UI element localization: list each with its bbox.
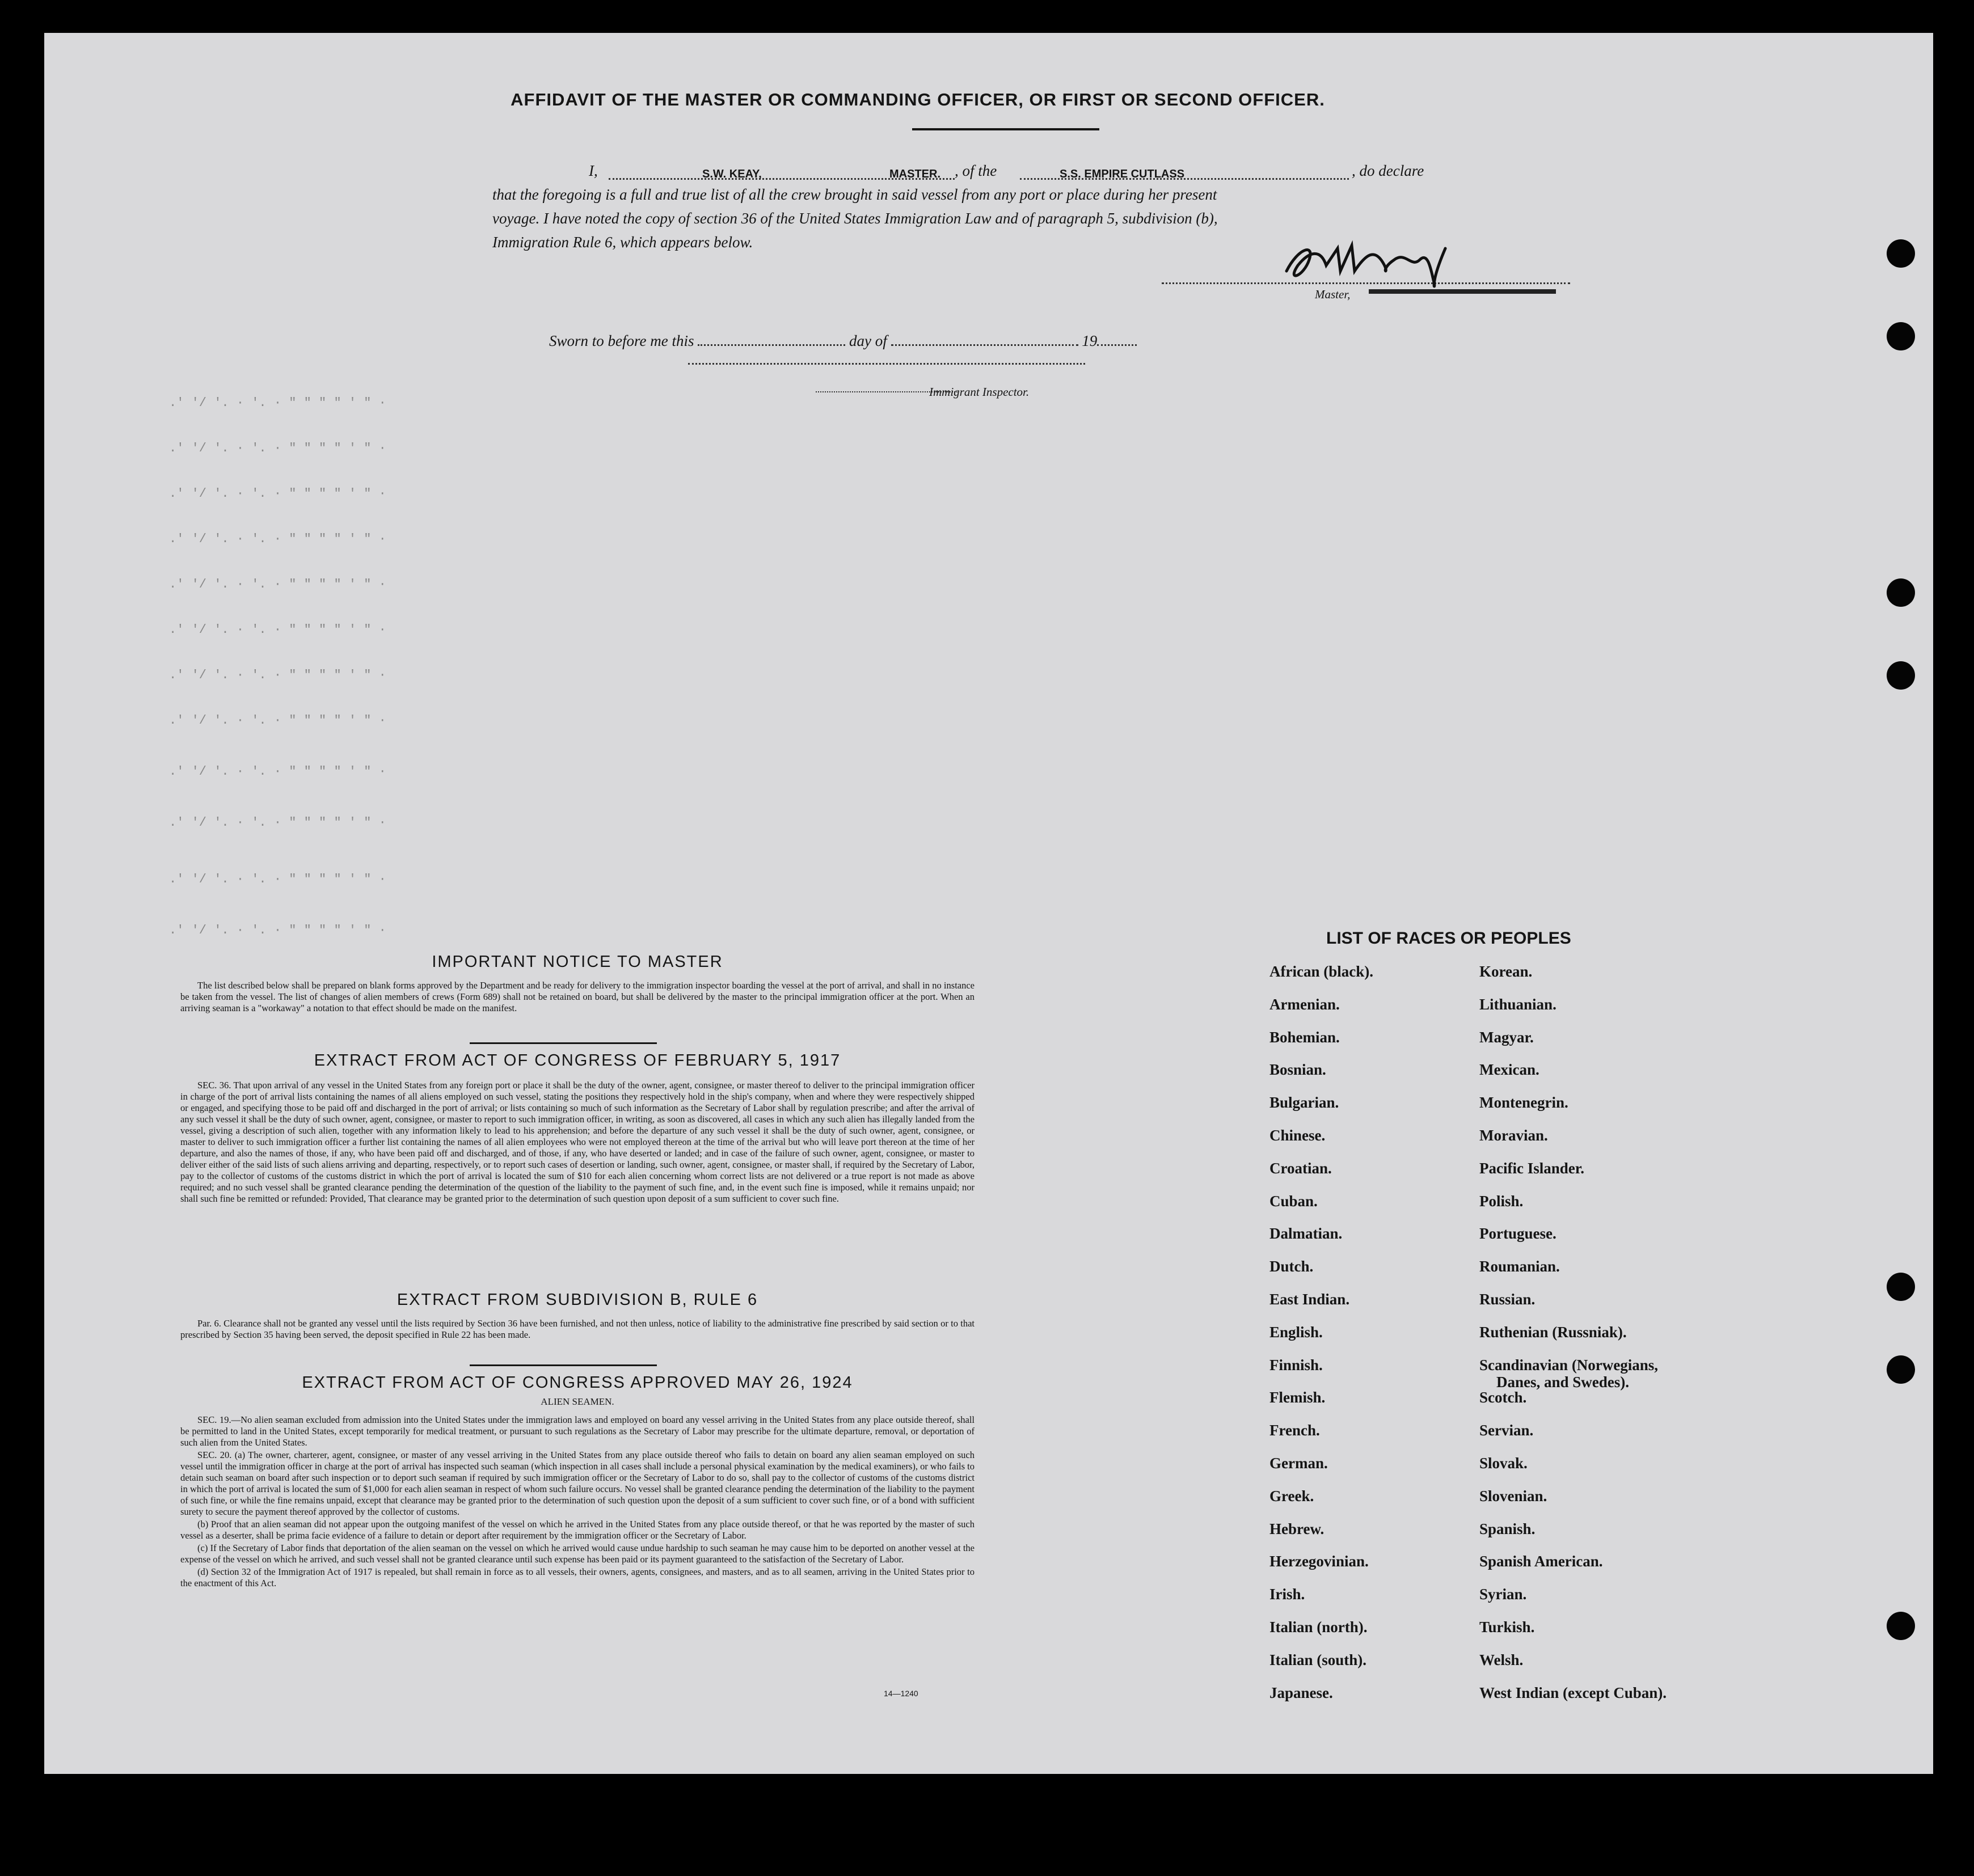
extract-rule6-text: Par. 6. Clearance shall not be granted any vessel until the lists required by Section 36 have been furnished, and not then unless, notice of liability to the administrative fine prescribed by said section or to that prescribed by Section 35 having been served, the deposit specified in Rule 22 has been made.: [180, 1318, 975, 1340]
vessel-name: S.S. EMPIRE CUTLASS: [1060, 168, 1185, 180]
race-entry: Scandinavian (Norwegians,: [1479, 1356, 1659, 1374]
title-rule: [912, 128, 1099, 130]
document-page: .' '/ '. · '. · " " " " ' " · .' '/ '. · '. · " " " " ' " · .' '/ '. · '. · " " " " ' " · .' '/ '. · '. · " " " " ' " · .' '/ '. · '. · " " " " ' " · .' '/ '. · '. · " " " " ' " · .' '/ '. · '. · " " " " ' " · .' '/ '. · '. · " " " " ' " · .' '/ '. · '. · " " " " ' " · .' '/ '. · '. · " " " " ' " · .' '/ '. · '. · " " " " ' " · .' '/ '. · '. · " " " " ' " · AFFIDAVIT OF THE MASTER OR COMMANDING OFFICER, OR FIRST OR SECOND OFFICER. I, S.W. KEAY, MASTER. , of the S.S. EMPIRE CUTLASS , do declare that the foregoing is a full and true list of all the crew brought in said vessel from any port or place during her present voyage. I have noted the copy of section 36 of the United States Immigration Law and of paragraph 5, subdivision (b), Immigration Rule 6, which appears below. Master, Sworn to before me this day of 19 Immigrant Inspector. IMPORTANT NOTICE TO MASTER The list described below shall be prepared on blank forms approved by the Department and be ready for delivery to the immigration inspector boarding the vessel at the port of arrival, and shall in no instance be taken from the vessel. The list of changes of alien members of crews (Form 689) shall not be retained on board, but shall be delivered by the master to the principal immigration officer at the port. When an arriving seaman is a "workaway" a notation to that effect should be made on the manifest. EXTRACT FROM ACT OF CONGRESS OF FEBRUARY 5, 1917 SEC. 36. That upon arrival of any vessel in the United States from any foreign port or place it shall be the duty of the owner, agent, consignee, or master thereof to deliver to the principal immigration officer in charge of the port of arrival lists containing the names of all aliens employed on such vessel, stating the positions they respectively hold in the ship's company, when and where they were respectively shipped or engaged, and specifying those to be paid off and discharged in the port of arrival; or lists containing so much of such information as the Secretary of Labor shall by regulation prescribe; and after the arrival of any such vessel it shall be the duty of such owner, agent, consignee, or master to report to such immigration officer, in writing, as soon as discovered, all cases in which any such alien has illegally landed from the vessel, giving a description of such alien, together with any information likely to lead to his apprehension; and before the departure of any such vessel it shall be the duty of such owner, agent, consignee, or master to deliver to such immigration officer a further list containing the names of all alien employees who were not employed thereon at the time of the arrival but who will leave port thereon at the time of her departure, and also the names of those, if any, who have been paid off and discharged, and of those, if any, who have deserted or landed; and in case of the failure of such owner, agent, consignee, or master to deliver either of the said lists of such aliens arriving and departing, respectively, or to report such cases of desertion or landing, such owner, agent, consignee, or master shall, if required by the Secretary of Labor, pay to the collector of customs of the customs district in which the port of arrival is located the sum of $10 for each alien concerning whom correct lists are not delivered or a true report is not made as above required; and no such vessel shall be granted clearance pending the determination of the question of the liability to the payment of such fine, and, in the event such fine is imposed, while it remains unpaid; nor shall such fine be remitted or refunded: Provided, That clearance may be granted prior to the determination of such question upon deposit of a sum sufficient to cover such fine. EXTRACT FROM SUBDIVISION B, RULE 6 Par. 6. Clearance shall not be granted any vessel until the lists required by Section 36 have been furnished, and not then unless, notice of liability to the administrative fine prescribed by said section or to that prescribed by Section 35 having been served, the deposit specified in Rule 22 has been made. EXTRACT FROM ACT OF CONGRESS APPROVED MAY 26, 1924 ALIEN SEAMEN. SEC. 19.—No alien seaman excluded from admission into the United States under the immigration laws and employed on board any vessel arriving in the United States from any place outside thereof, shall be permitted to land in the United States, except temporarily for medical treatment, or pursuant to such regulations as the Secretary of Labor may prescribe for the ultimate departure, removal, or deportation of such alien from the United States. SEC. 20. (a) The owner, charterer, agent, consignee, or master of any vessel arriving in the United States from any place outside thereof who fails to detain on board any alien seaman employed on such vessel until the immigration officer in charge at the port of arrival has inspected such seaman (which inspection in all cases shall include a personal physical examination by the medical examiners), or who fails to detain such seaman on board after such inspection or to deport such seaman if required by such immigration officer or the Secretary of Labor to do so, shall pay to the collector of customs of the customs district in which the port of arrival is located the sum of $1,000 for each alien seaman in respect of whom such failure occurs. No vessel shall be granted clearance pending the determination of the liability to the payment of such fine, or while the fine remains unpaid, except that clearance may be granted prior to the determination of such question upon the deposit of a sum sufficient to cover such fine, or of a bond with sufficient surety to secure the payment thereof approved by the collector of customs. (b) Proof that an alien seaman did not appear upon the outgoing manifest of the vessel on which he arrived in the United States from any place outside thereof, or that he was reported by the master of such vessel as a deserter, shall be prima facie evidence of a failure to detain or deport after requirement by the immigration officer or the Secretary of Labor. (c) If the Secretary of Labor finds that deportation of the alien seaman on the vessel on which he arrived would cause undue hardship to such seaman he may cause him to be deported on another vessel at the expense of the vessel on which he arrived, and such vessel shall not be granted clearance until such expense has been paid or its payment guaranteed to the satisfaction of the Secretary of Labor. (d) Section 32 of the Immigration Act of 1917 is repealed, but shall remain in force as to all vessels, their owners, agents, consignees, and masters, and as to all seamen, arriving in the United States prior to the enactment of this Act. 14—1240 LIST OF RACES OR PEOPLES African (black). Armenian. Bohemian. Bosnian. Bulgarian. Chinese. Croatian. Cuban. Dalmatian. Dutch. East Indian. English. Finnish. Flemish. French. German. Greek. Hebrew. Herzegovinian. Irish. Italian (north). Italian (south). Japanese. Korean. Lithuanian. Magyar. Mexican. Montenegrin. Moravian. Pacific Islander. Polish. Portuguese. Roumanian. Russian. Ruthenian (Russniak). Scandinavian (Norwegians, Danes, and Swedes). Scotch. Servian. Slovak. Slovenian. Spanish. Spanish American. Syrian. Turkish. Welsh. West Indian (except Cuban).: [44, 33, 1933, 1774]
race-entry: Russian.: [1479, 1291, 1536, 1308]
race-entry: Hebrew.: [1269, 1520, 1325, 1537]
punch-hole: [1887, 578, 1915, 607]
race-entry: Spanish.: [1479, 1520, 1536, 1537]
race-entry: African (black).: [1269, 963, 1373, 980]
sworn-line: [549, 329, 1343, 353]
race-entry: Spanish American.: [1479, 1553, 1603, 1570]
race-entry: Finnish.: [1269, 1356, 1323, 1374]
race-entry: English.: [1269, 1323, 1323, 1341]
race-entry: Greek.: [1269, 1487, 1314, 1505]
race-entry: Herzegovinian.: [1269, 1553, 1369, 1570]
struck-out-titles: [1369, 289, 1556, 294]
race-entry: Polish.: [1479, 1192, 1524, 1210]
race-entry: Flemish.: [1269, 1389, 1326, 1406]
race-entry: Dalmatian.: [1269, 1225, 1343, 1243]
master-name: S.W. KEAY,: [702, 168, 762, 180]
race-entry: Irish.: [1269, 1586, 1305, 1603]
punch-hole: [1887, 1612, 1915, 1640]
race-entry: Scotch.: [1479, 1389, 1527, 1406]
master-rank: MASTER.: [889, 168, 940, 180]
extract-1917-text: SEC. 36. That upon arrival of any vessel in the United States from any foreign port or place it shall be the duty of the owner, agent, consignee, or master thereof to deliver to the principal immigration officer in charge of the port of arrival lists containing the names of all aliens employed on such vessel, stating the positions they respectively hold in the ship's company, when and where they were respectively shipped or engaged, and specifying those to be paid off and discharged in the port of arrival; or lists containing so much of such information as the Secretary of Labor shall by regulation prescribe; and after the arrival of any such vessel it shall be the duty of such owner, agent, consignee, or master to report to such immigration officer, in writing, as soon as discovered, all cases in which any such alien has illegally landed from the vessel, giving a description of such alien, together with any information likely to lead to his apprehension; and before the departure of any such vessel it shall be the duty of such owner, agent, consignee, or master to deliver to such immigration officer a further list containing the names of all alien employees who were not employed thereon at the time of the arrival but who will leave port thereon at the time of her departure, and also the names of those, if any, who have been paid off and discharged, and of those, if any, who have deserted or landed; and in case of the failure of such owner, agent, consignee, or master to deliver either of the said lists of such aliens arriving and departing, respectively, or to report such cases of desertion or landing, such owner, agent, consignee, or master shall, if required by the Secretary of Labor, pay to the collector of customs of the customs district in which the port of arrival is located the sum of $10 for each alien concerning whom correct lists are not delivered or a true report is not made as above required; and no such vessel shall be granted clearance pending the determination of the question of the liability to the payment of such fine, and, in the event such fine is imposed, while it remains unpaid; nor shall such fine be remitted or refunded: Provided, That clearance may be granted prior to the determination of such question upon deposit of a sum sufficient to cover such fine.: [180, 1080, 975, 1204]
of-the-label: , of the: [955, 162, 997, 179]
do-declare-label: , do declare: [1352, 162, 1424, 179]
sec-20b: (b) Proof that an alien seaman did not appear upon the outgoing manifest of the vessel on which he arrived in the United States from any place outside thereof, or that he was reported by the master of such vessel as a deserter, shall be prima facie evidence of a failure to detain or deport after requirement by the immigration officer or the Secretary of Labor.: [180, 1519, 975, 1541]
race-entry: French.: [1269, 1422, 1320, 1439]
punch-hole: [1887, 1355, 1915, 1384]
race-entry: Moravian.: [1479, 1127, 1548, 1144]
sec-20c: (c) If the Secretary of Labor finds that deportation of the alien seaman on the vessel on which he arrived would cause undue hardship to such seaman he may cause him to be deported on another vessel at the expense of the vessel on which he arrived, and such vessel shall not be granted clearance until such expense has been paid or its payment guaranteed to the satisfaction of the Secretary of Labor.: [180, 1543, 975, 1565]
race-entry: Portuguese.: [1479, 1225, 1557, 1243]
declaration-i: I,: [589, 162, 598, 179]
declaration-line-1: [492, 159, 1576, 183]
race-entry: Bosnian.: [1269, 1061, 1326, 1079]
race-entry: Italian (south).: [1269, 1651, 1367, 1668]
race-entry: Syrian.: [1479, 1586, 1527, 1603]
affidavit-title: AFFIDAVIT OF THE MASTER OR COMMANDING OFFICER, OR FIRST OR SECOND OFFICER.: [511, 90, 1325, 109]
race-entry: Dutch.: [1269, 1258, 1314, 1275]
extract-rule6-heading: EXTRACT FROM SUBDIVISION B, RULE 6: [397, 1291, 758, 1309]
race-entry: Pacific Islander.: [1479, 1159, 1584, 1177]
notice-rule: [470, 1042, 657, 1044]
declaration-line-4: Immigration Rule 6, which appears below.: [492, 234, 753, 251]
race-entry: Japanese.: [1269, 1684, 1333, 1701]
race-entry: Lithuanian.: [1479, 995, 1557, 1013]
punch-hole: [1887, 239, 1915, 268]
race-entry: Croatian.: [1269, 1159, 1332, 1177]
inspector-signature-line: [688, 363, 1085, 365]
race-entry: East Indian.: [1269, 1291, 1350, 1308]
race-entry: Chinese.: [1269, 1127, 1326, 1144]
race-entry: Servian.: [1479, 1422, 1534, 1439]
signature-caption: Master,: [1315, 288, 1351, 301]
race-entry: Slovak.: [1479, 1455, 1528, 1472]
sworn-year: 19: [1082, 332, 1098, 349]
sec-20a: SEC. 20. (a) The owner, charterer, agent, consignee, or master of any vessel arriving in the United States from any place outside thereof who fails to detain on board any alien seaman employed on such vessel until the immigration officer in charge at the port of arrival has inspected such seaman (which inspection in all cases shall include a personal physical examination by the medical examiners), or who fails to detain such seaman on board after such inspection or to deport such seaman if required by such immigration officer or the Secretary of Labor to do so, shall pay to the collector of customs of the customs district in which the port of arrival is located the sum of $1,000 for each alien seaman in respect of whom such failure occurs. No vessel shall be granted clearance pending the determination of the liability to the payment of such fine, or while the fine remains unpaid, except that clearance may be granted prior to the determination of such question upon the deposit of a sum sufficient to cover such fine, or of a bond with sufficient surety to secure the payment thereof approved by the collector of customs.: [180, 1450, 975, 1517]
master-signature: [1275, 231, 1457, 294]
sworn-day-of: day of: [849, 332, 887, 349]
race-entry: Bohemian.: [1269, 1028, 1340, 1046]
notice-heading: IMPORTANT NOTICE TO MASTER: [432, 953, 723, 971]
race-entry: Italian (north).: [1269, 1619, 1368, 1636]
race-entry: Roumanian.: [1479, 1258, 1560, 1275]
form-number: 14—1240: [884, 1689, 918, 1698]
race-entry: Ruthenian (Russniak).: [1479, 1323, 1627, 1341]
punch-hole: [1887, 1273, 1915, 1301]
sworn-prefix: Sworn to before me this: [549, 332, 694, 349]
race-entry: Cuban.: [1269, 1192, 1318, 1210]
race-entry: German.: [1269, 1455, 1328, 1472]
race-entry: Slovenian.: [1479, 1487, 1547, 1505]
race-entry: Danes, and Swedes).: [1496, 1373, 1630, 1391]
extract-1917-heading: EXTRACT FROM ACT OF CONGRESS OF FEBRUARY 5, 1917: [314, 1051, 841, 1070]
race-entry: Montenegrin.: [1479, 1094, 1568, 1112]
race-entry: Korean.: [1479, 963, 1533, 980]
rule6-rule: [470, 1364, 657, 1366]
race-entry: Magyar.: [1479, 1028, 1534, 1046]
race-entry: Welsh.: [1479, 1651, 1524, 1668]
sec-20d: (d) Section 32 of the Immigration Act of 1917 is repealed, but shall remain in force as to all vessels, their owners, agents, consignees, and masters, and as to all seamen, arriving in the United States prior to the enactment of this Act.: [180, 1566, 975, 1588]
extract-1924-text: [180, 1414, 975, 1590]
races-heading: LIST OF RACES OR PEOPLES: [1326, 929, 1571, 948]
inspector-label: Immigrant Inspector.: [929, 385, 1030, 399]
race-entry: Armenian.: [1269, 995, 1340, 1013]
notice-text: The list described below shall be prepared on blank forms approved by the Department and be ready for delivery to the immigration inspector boarding the vessel at the port of arrival, and shall in no instance be taken from the vessel. The list of changes of alien members of crews (Form 689) shall not be retained on board, but shall be delivered by the master to the principal immigration officer at the port. When an arriving seaman is a "workaway" a notation to that effect should be made on the manifest.: [180, 980, 975, 1013]
declaration-line-3: voyage. I have noted the copy of section 36 of the United States Immigration Law and of paragraph 5, subdivision (b),: [492, 210, 1218, 227]
sec-19: SEC. 19.—No alien seaman excluded from admission into the United States under the immigration laws and employed on board any vessel arriving in the United States from any place outside thereof, shall be permitted to land in the United States, except temporarily for medical treatment, or pursuant to such regulations as the Secretary of Labor may prescribe for the ultimate departure, removal, or deportation of such alien from the United States.: [180, 1414, 975, 1448]
declaration-line-2: that the foregoing is a full and true list of all the crew brought in said vessel from any port or place during her present: [492, 186, 1217, 203]
punch-hole: [1887, 322, 1915, 350]
punch-hole: [1887, 661, 1915, 690]
race-entry: Turkish.: [1479, 1619, 1535, 1636]
race-entry: West Indian (except Cuban).: [1479, 1684, 1667, 1701]
race-entry: Mexican.: [1479, 1061, 1539, 1079]
extract-1924-subheading: ALIEN SEAMEN.: [541, 1396, 614, 1407]
extract-1924-heading: EXTRACT FROM ACT OF CONGRESS APPROVED MAY 26, 1924: [302, 1374, 853, 1392]
race-entry: Bulgarian.: [1269, 1094, 1339, 1112]
